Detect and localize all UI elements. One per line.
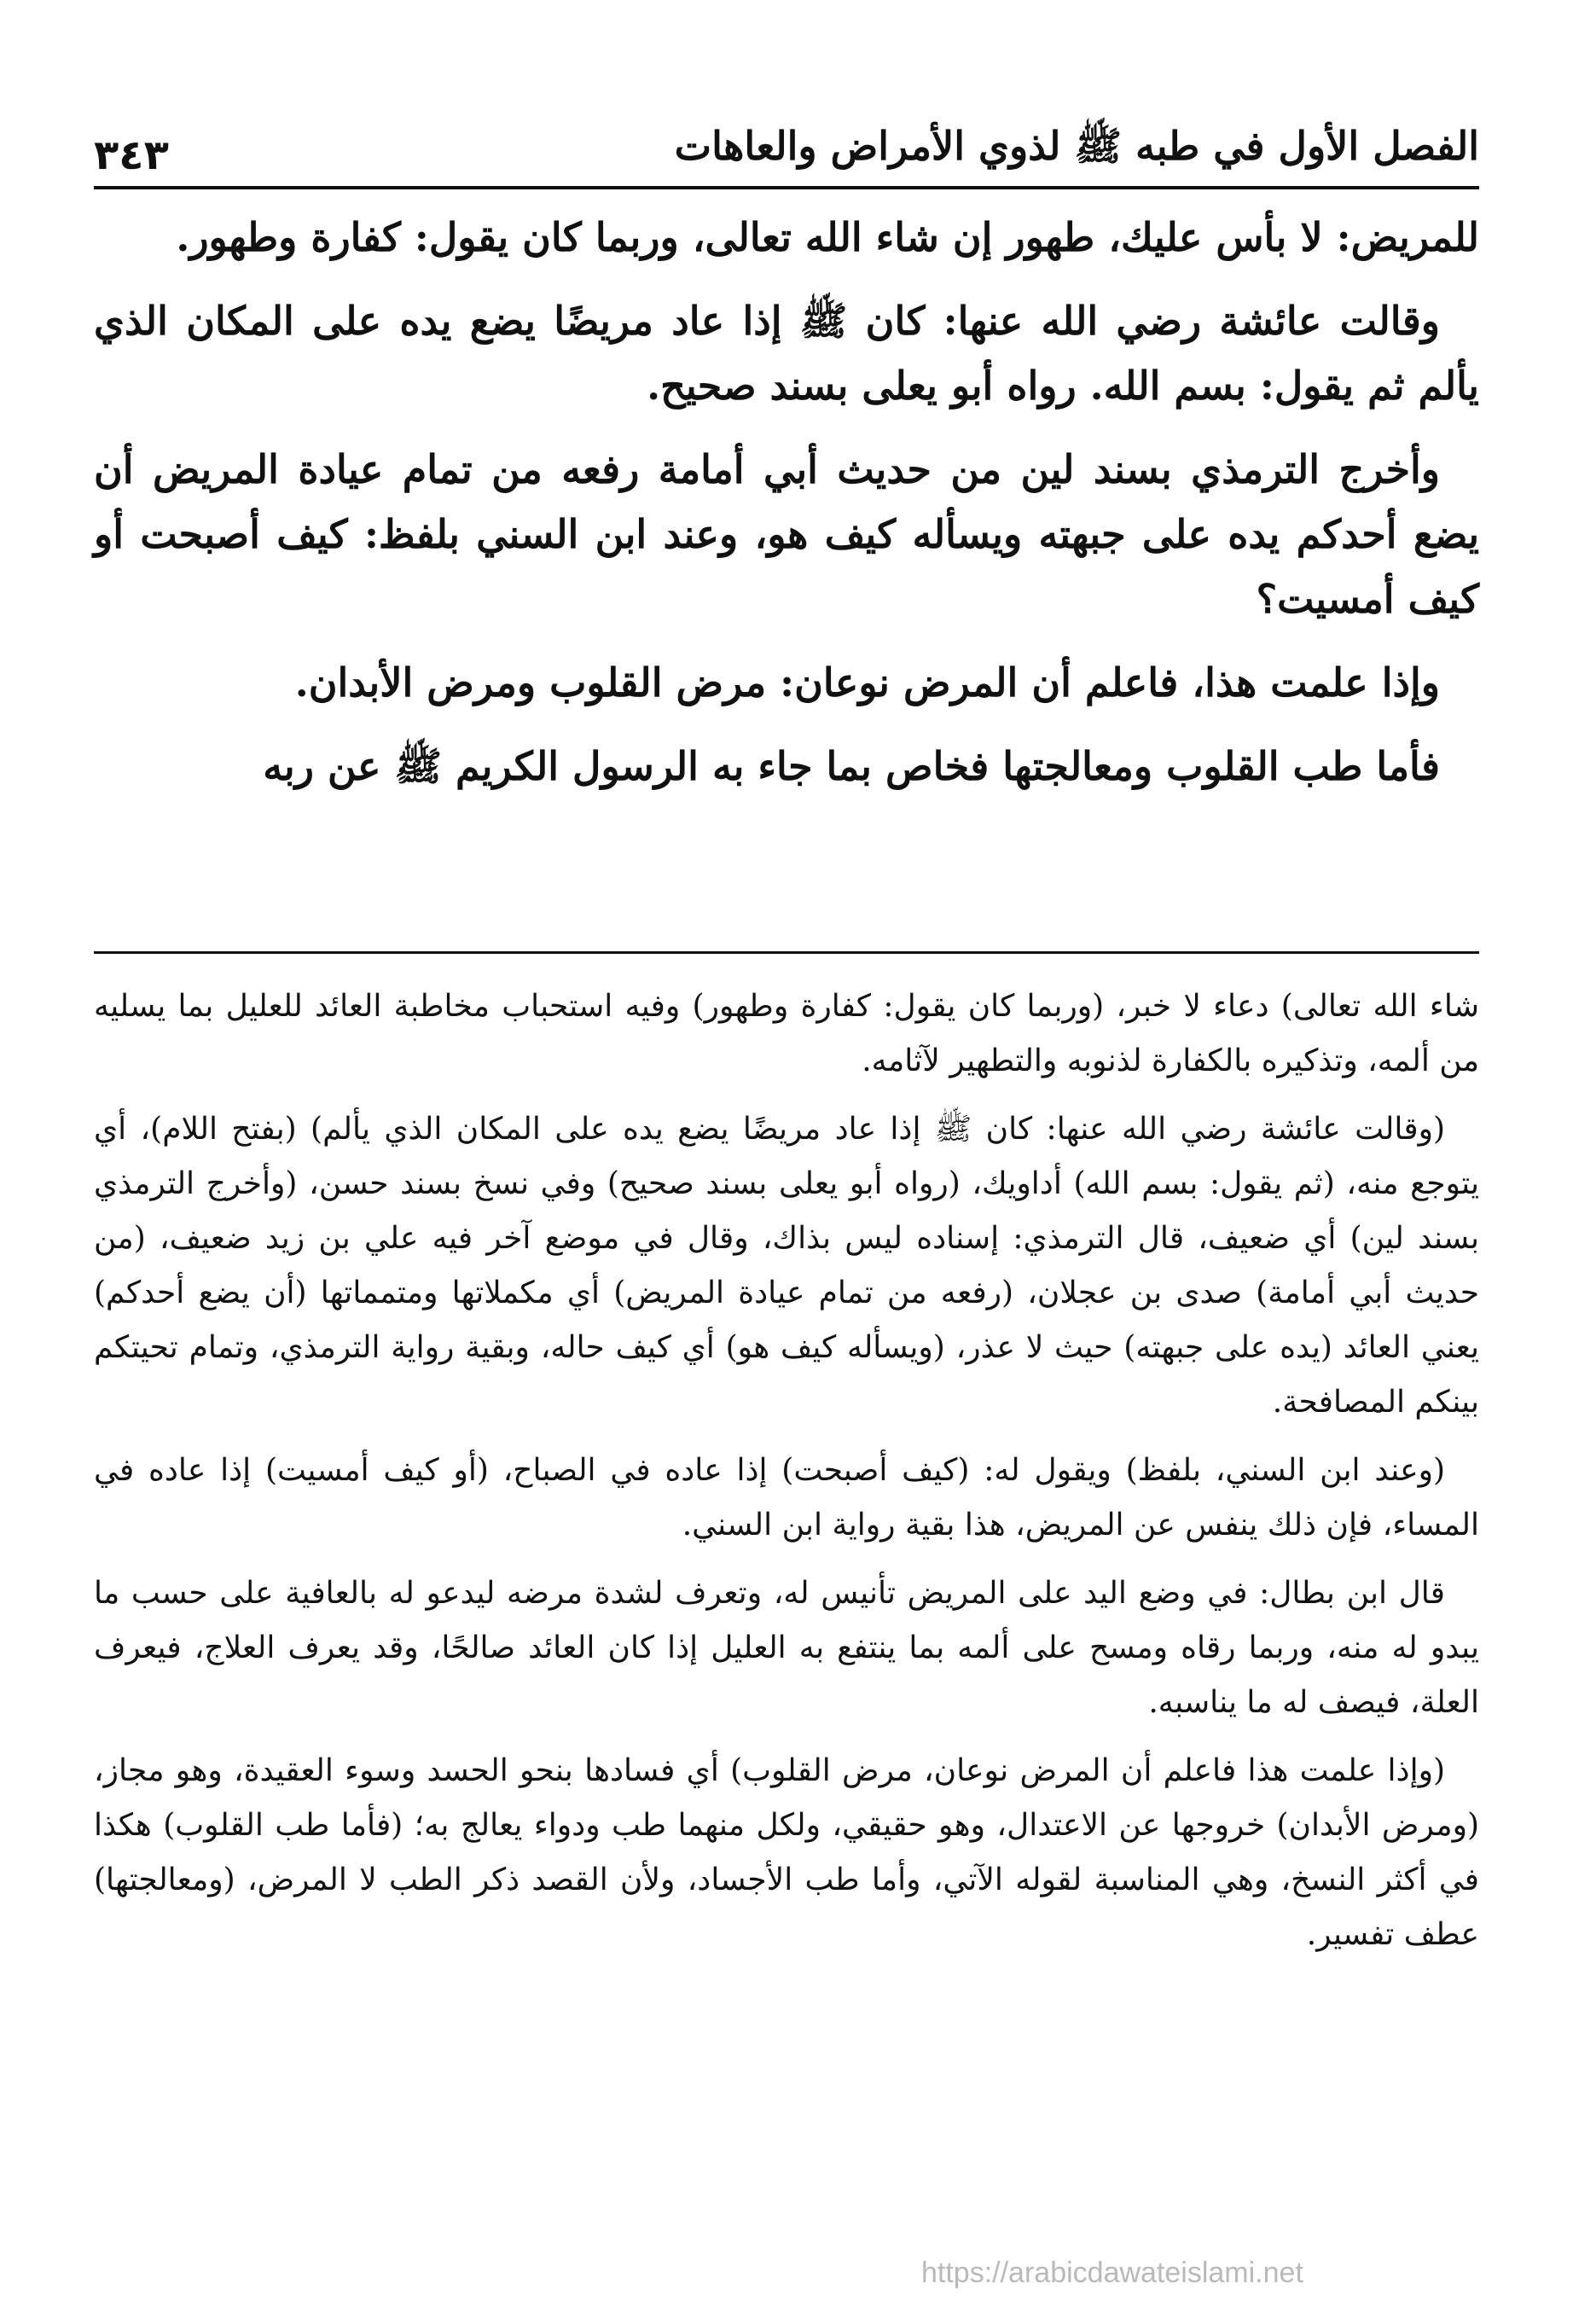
main-paragraph: للمريض: لا بأس عليك، طهور إن شاء الله تعالى، وربما كان يقول: كفارة وطهور.: [176, 214, 1479, 260]
chapter-title: الفصل الأول في طبه ﷺ لذوي الأمراض والعاهات: [674, 123, 1479, 169]
page-header: [94, 102, 1479, 179]
footnote-rule: [94, 951, 1479, 954]
commentary-paragraph: (وإذا علمت هذا فاعلم أن المرض نوعان، مرض القلوب) أي فسادها بنحو الحسد وسوء العقيدة، وهو مجاز، (ومرض الأبدان) خروجها عن الاعتدال، وهو حقيقي، ولكل منهما طب ودواء يعالج به؛ (فأما طب القلوب) هكذا في أكثر النسخ، وهي المناسبة لقوله الآتي، وأما طب الأجساد، ولأن القصد ذكر الطب لا المرض، (ومعالجتها) عطف تفسير.: [94, 1753, 1479, 1952]
main-paragraph: فأما طب القلوب ومعالجتها فخاص بما جاء به الرسول الكريم ﷺ عن ربه: [263, 743, 1440, 789]
main-paragraph: وأخرج الترمذي بسند لين من حديث أبي أمامة رفعه من تمام عيادة المريض أن يضع أحدكم يده على جبهته ويسأله كيف هو، وعند ابن السني بلفظ: كيف أصبحت أو كيف أمسيت؟: [94, 446, 1480, 622]
main-paragraph: وقالت عائشة رضي الله عنها: كان ﷺ إذا عاد مريضًا يضع يده على المكان الذي يألم ثم يقول: بسم الله. رواه أبو يعلى بسند صحيح.: [94, 298, 1479, 409]
commentary-text: [94, 979, 1479, 1976]
commentary-paragraph: (وقالت عائشة رضي الله عنها: كان ﷺ إذا عاد مريضًا يضع يده على المكان الذي يألم) (بفتح اللام)، أي يتوجع منه، (ثم يقول: بسم الله) أداويك، (رواه أبو يعلى بسند صحيح) وفي نسخ بسند حسن، (وأخرج الترمذي بسند لين) أي ضعيف، قال الترمذي: إسناده ليس بذاك، وقال في موضع آخر فيه علي بن زيد ضعيف، (من حديث أبي أمامة) صدى بن عجلان، (رفعه من تمام عيادة المريض) أي مكملاتها ومتمماتها (أن يضع أحدكم) يعني العائد (يده على جبهته) حيث لا عذر، (ويسأله كيف هو) أي كيف حاله، وبقية رواية الترمذي، وتمام تحيتكم بينكم المصافحة.: [94, 1112, 1479, 1420]
main-text: [94, 205, 1479, 817]
header-rule: [94, 186, 1479, 189]
page-number: ٣٤٣: [94, 131, 169, 179]
commentary-paragraph: (وعند ابن السني، بلفظ) ويقول له: (كيف أصبحت) إذا عاده في الصباح، (أو كيف أمسيت) إذا عاده في المساء، فإن ذلك ينفس عن المريض، هذا بقية رواية ابن السني.: [94, 1453, 1479, 1543]
main-paragraph: وإذا علمت هذا، فاعلم أن المرض نوعان: مرض القلوب ومرض الأبدان.: [294, 659, 1440, 706]
commentary-paragraph: شاء الله تعالى) دعاء لا خبر، (وربما كان يقول: كفارة وطهور) وفيه استحباب مخاطبة العائد للعليل بما يسليه من ألمه، وتذكيره بالكفارة لذنوبه والتطهير لآثامه.: [94, 989, 1479, 1078]
watermark-url: https://arabicdawateislami.net: [921, 2257, 1303, 2289]
book-page: [94, 0, 1479, 2324]
commentary-paragraph: قال ابن بطال: في وضع اليد على المريض تأنيس له، وتعرف لشدة مرضه ليدعو له بالعافية على حسب ما يبدو له منه، وربما رقاه ومسح على ألمه بما ينتفع به العليل إذا كان العائد صالحًا، وقد يعرف العلاج، فيعرف العلة، فيصف له ما يناسبه.: [94, 1576, 1479, 1720]
